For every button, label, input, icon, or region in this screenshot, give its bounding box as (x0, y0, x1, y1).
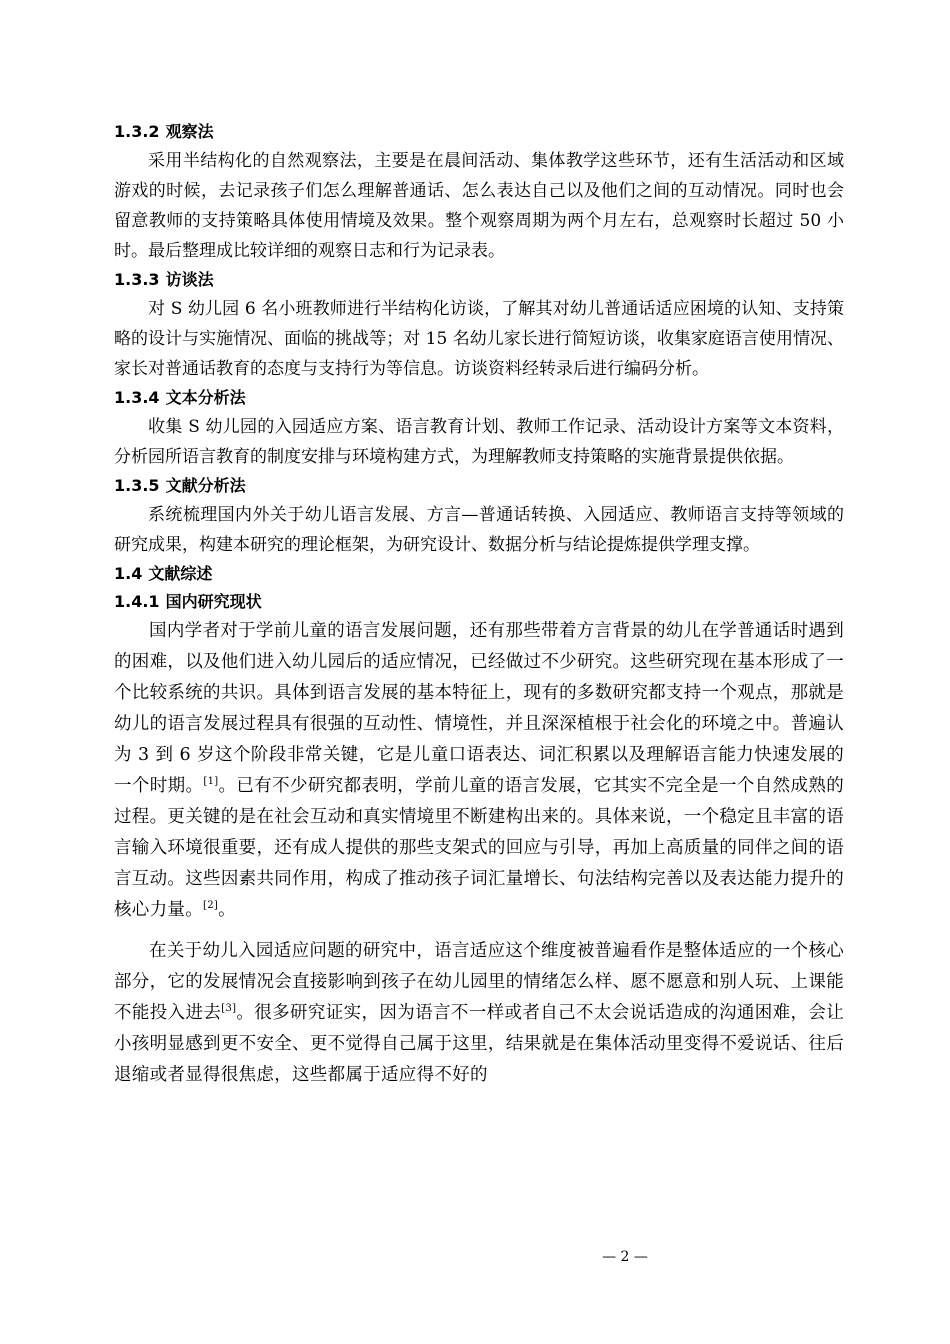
paragraph-text-analysis: 收集 S 幼儿园的入园适应方案、语言教育计划、教师工作记录、活动设计方案等文本资料，分析园所语言教育的制度安排与环境构建方式，为理解教师支持策略的实施背景提供依据。 (114, 417, 844, 467)
paragraph-interview: 对 S 幼儿园 6 名小班教师进行半结构化访谈，了解其对幼儿普通话适应困境的认知、支持策略的设计与实施情况、面临的挑战等；对 15 名幼儿家长进行简短访谈，收集家庭语言使用情况、家长对普通话教育的态度与支持行为等信息。访谈资料经转录后进行编码分析。 (114, 299, 844, 379)
section-title: 文献分析法 (165, 476, 246, 495)
paragraph-text: 国内学者对于学前儿童的语言发展问题，还有那些带着方言背景的幼儿在学普通话时遇到的困难，以及他们进入幼儿园后的适应情况，已经做过不少研究。这些研究现在基本形成了一个比较系统的共识。具体到语言发展的基本特征上，现有的多数研究都支持一个观点，那就是幼儿的语言发展过程具有很强的互动性、情境性，并且深深植根于社会化的环境之中。普遍认为 3 到 6 岁这个阶段非常关键，它是儿童口语表达、词汇积累以及理解语言能力快速发展的一个时期。 (114, 621, 844, 796)
section-title: 访谈法 (165, 270, 214, 289)
section-number: 1.3.4 (114, 388, 160, 407)
section-title: 国内研究现状 (165, 592, 262, 611)
section-number: 1.3.3 (114, 270, 160, 289)
paragraph-adaptation-research (114, 936, 844, 1091)
section-number: 1.3.5 (114, 476, 160, 495)
paragraph-text: 。很多研究证实，因为语言不一样或者自己不太会说话造成的沟通困难，会让小孩明显感到更不安全、更不觉得自己属于这里，结果就是在集体活动里变得不爱说话、往后退缩或者显得很焦虑，这些都属于适应得不好的 (114, 1003, 844, 1085)
page-content (114, 118, 844, 1091)
section-heading-1-3-3 (114, 266, 844, 294)
section-title: 观察法 (165, 122, 214, 141)
paragraph-literature-analysis: 系统梳理国内外关于幼儿语言发展、方言—普通话转换、入园适应、教师语言支持等领域的研究成果，构建本研究的理论框架，为研究设计、数据分析与结论提炼提供学理支撑。 (114, 505, 844, 555)
citation-2: [2] (203, 900, 219, 911)
section-title: 文献综述 (148, 564, 213, 583)
citation-1: [1] (203, 776, 219, 787)
section-heading-1-4 (114, 560, 844, 588)
section-heading-1-4-1 (114, 588, 844, 616)
paragraph-domestic-research (114, 616, 844, 926)
paragraph-text: 。 (218, 900, 236, 920)
paragraph-observation: 采用半结构化的自然观察法，主要是在晨间活动、集体教学这些环节，还有生活活动和区域游戏的时候，去记录孩子们怎么理解普通话、怎么表达自己以及他们之间的互动情况。同时也会留意教师的支持策略具体使用情境及效果。整个观察周期为两个月左右，总观察时长超过 50 小时。最后整理成比较详细的观察日志和行为记录表。 (114, 151, 844, 261)
section-title: 文本分析法 (165, 388, 246, 407)
section-number: 1.3.2 (114, 122, 160, 141)
section-number: 1.4 (114, 564, 143, 583)
section-heading-1-3-5 (114, 472, 844, 500)
paragraph-text: 。已有不少研究都表明，学前儿童的语言发展，它其实不完全是一个自然成熟的过程。更关键的是在社会互动和真实情境里不断建构出来的。具体来说，一个稳定且丰富的语言输入环境很重要，还有成人提供的那些支架式的回应与引导，再加上高质量的同伴之间的语言互动。这些因素共同作用，构成了推动孩子词汇量增长、句法结构完善以及表达能力提升的核心力量。 (114, 776, 845, 920)
section-heading-1-3-2 (114, 118, 844, 146)
page-number: — 2 — (602, 1249, 648, 1265)
paragraph-text: 在关于幼儿入园适应问题的研究中，语言适应这个维度被普遍看作是整体适应的一个核心部分，它的发展情况会直接影响到孩子在幼儿园里的情绪怎么样、愿不愿意和别人玩、上课能不能投入进去 (114, 941, 844, 1023)
citation-3: [3] (221, 1003, 237, 1014)
section-number: 1.4.1 (114, 592, 160, 611)
section-heading-1-3-4 (114, 384, 844, 412)
